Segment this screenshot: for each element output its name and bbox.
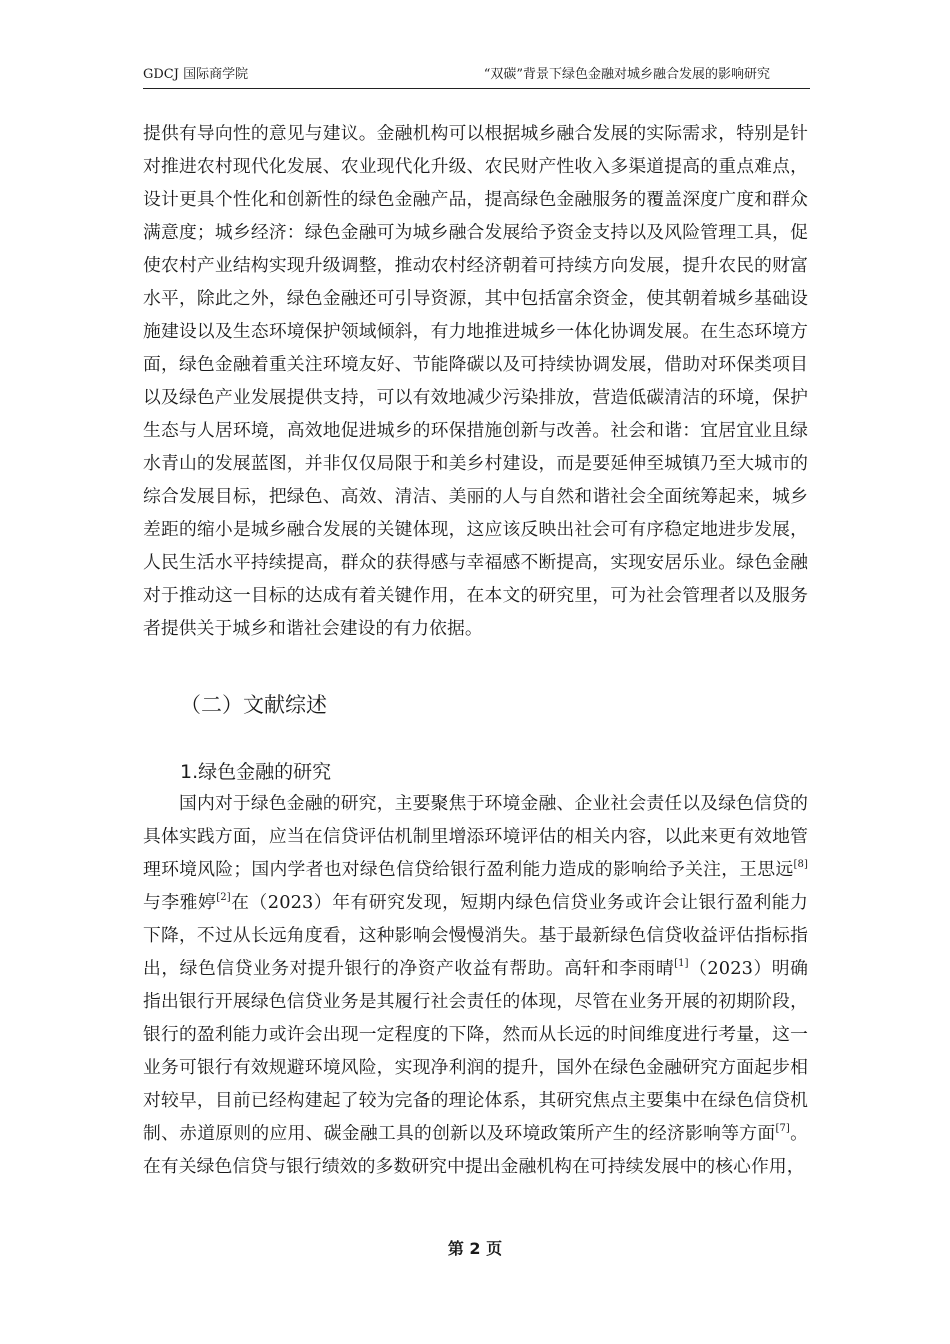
page-number: 第 2 页: [447, 1239, 503, 1258]
sub-heading: 1.绿色金融的研究: [180, 761, 332, 783]
header-institution: GDCJ 国际商学院: [143, 67, 249, 82]
text-segment: 国内对于绿色金融的研究，主要聚焦于环境金融、企业社会责任以及绿色信贷的具体实践方面，应当在信贷评估机制里增添环境评估的相关内容，以此来更有效地管理环境风险；国内学者也对绿色信贷给银行盈利能力造成的影响给予关注，王思远: [143, 793, 808, 880]
citation-ref: [7]: [775, 1123, 790, 1134]
header-title: “双碳”背景下绿色金融对城乡融合发展的影响研究: [483, 67, 770, 82]
paragraph-text: [143, 787, 808, 1183]
text-segment: 在（2023）年有研究发现，短期内绿色信贷业务或许会让银行盈利能力下降，不过从长远角度看，这种影响会慢慢消失。基于最新绿色信贷收益评估指标指出，绿色信贷业务对提升银行的净资产收益有帮助。高轩和李雨晴: [143, 892, 808, 979]
body-paragraph-1: [143, 117, 808, 645]
text-segment: 。在有关绿色信贷与银行绩效的多数研究中提出金融机构在可持续发展中的核心作用，: [143, 1123, 808, 1177]
text-segment: （2023）明确指出银行开展绿色信贷业务是其履行社会责任的体现，尽管在业务开展的初期阶段，银行的盈利能力或许会出现一定程度的下降，然而从长远的时间维度进行考量，这一业务可银行有效规避环境风险，实现净利润的提升，国外在绿色金融研究方面起步相对较早，目前已经构建起了较为完备的理论体系，其研究焦点主要集中在绿色信贷机制、赤道原则的应用、碳金融工具的创新以及环境政策所产生的经济影响等方面: [143, 958, 808, 1144]
body-paragraph-2: [143, 787, 808, 1183]
citation-ref: [2]: [216, 892, 231, 903]
page-header: [143, 65, 810, 85]
citation-ref: [1]: [674, 958, 689, 969]
section-heading: （二）文献综述: [180, 693, 327, 717]
header-divider: [143, 88, 810, 89]
citation-ref: [8]: [793, 859, 808, 870]
paragraph-text: 提供有导向性的意见与建议。金融机构可以根据城乡融合发展的实际需求，特别是针对推进农村现代化发展、农业现代化升级、农民财产性收入多渠道提高的重点难点，设计更具个性化和创新性的绿色金融产品，提高绿色金融服务的覆盖深度广度和群众满意度；城乡经济：绿色金融可为城乡融合发展给予资金支持以及风险管理工具，促使农村产业结构实现升级调整，推动农村经济朝着可持续方向发展，提升农民的财富水平，除此之外，绿色金融还可引导资源，其中包括富余资金，使其朝着城乡基础设施建设以及生态环境保护领域倾斜，有力地推进城乡一体化协调发展。在生态环境方面，绿色金融着重关注环境友好、节能降碳以及可持续协调发展，借助对环保类项目以及绿色产业发展提供支持，可以有效地减少污染排放，营造低碳清洁的环境，保护生态与人居环境，高效地促进城乡的环保措施创新与改善。社会和谐：宜居宜业且绿水青山的发展蓝图，并非仅仅局限于和美乡村建设，而是要延伸至城镇乃至大城市的综合发展目标，把绿色、高效、清洁、美丽的人与自然和谐社会全面统筹起来，城乡差距的缩小是城乡融合发展的关键体现，这应该反映出社会可有序稳定地进步发展，人民生活水平持续提高，群众的获得感与幸福感不断提高，实现安居乐业。绿色金融对于推动这一目标的达成有着关键作用，在本文的研究里，可为社会管理者以及服务者提供关于城乡和谐社会建设的有力依据。: [143, 123, 808, 639]
text-segment: 与李雅婷: [143, 892, 217, 913]
